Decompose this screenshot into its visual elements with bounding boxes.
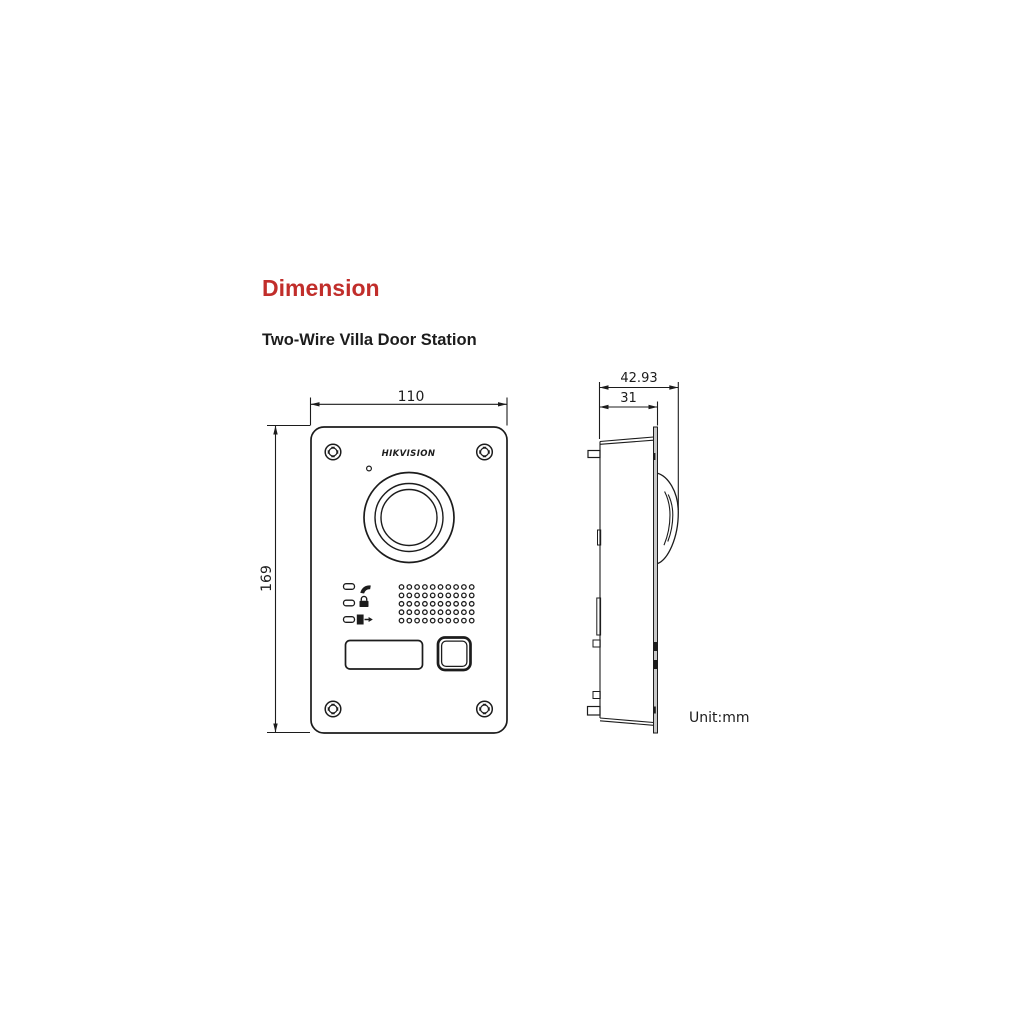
speaker-hole [399, 593, 404, 598]
side-camera-dome [658, 473, 679, 563]
side-overall-depth-label: 42.93 [620, 371, 658, 386]
door-open-indicator-icon [357, 615, 373, 625]
arrowhead-icon [669, 385, 678, 389]
camera-lens [364, 473, 454, 563]
screw-icon [477, 701, 493, 717]
extension-line [600, 382, 679, 510]
call-button-inner [442, 641, 467, 666]
camera-lens-middle-ring [375, 484, 443, 552]
speaker-hole [438, 585, 443, 590]
speaker-hole [430, 602, 435, 607]
plate-latch-mark [653, 660, 657, 669]
speaker-hole [454, 610, 459, 615]
speaker-hole [469, 618, 474, 623]
speaker-grille [399, 585, 474, 623]
speaker-hole [415, 618, 420, 623]
speaker-hole [462, 602, 467, 607]
speaker-hole [446, 610, 451, 615]
mounting-tab-top [588, 451, 600, 458]
speaker-hole [423, 593, 428, 598]
screw-icon [325, 444, 341, 460]
side-body-clip [593, 692, 600, 699]
mounting-tab-bottom [588, 707, 601, 716]
speaker-hole [399, 585, 404, 590]
arrowhead-icon [649, 405, 658, 409]
side-body-top-edge [600, 437, 654, 444]
speaker-hole [462, 610, 467, 615]
speaker-hole [462, 585, 467, 590]
side-view [588, 371, 679, 733]
arrowhead-icon [498, 402, 507, 406]
indicator-led [344, 584, 355, 590]
speaker-hole [415, 602, 420, 607]
speaker-hole [407, 602, 412, 607]
speaker-hole [423, 610, 428, 615]
speaker-hole [415, 593, 420, 598]
speaker-hole [438, 593, 443, 598]
speaker-hole [469, 610, 474, 615]
side-body-bottom-edge [600, 718, 654, 725]
speaker-hole [407, 585, 412, 590]
arrowhead-icon [273, 724, 277, 733]
speaker-hole [438, 610, 443, 615]
speaker-hole [446, 585, 451, 590]
speaker-hole [438, 618, 443, 623]
speaker-hole [407, 618, 412, 623]
section-title: Dimension [262, 275, 380, 301]
indicator-panel [344, 583, 373, 624]
speaker-hole [407, 593, 412, 598]
dome-outer-curve [658, 473, 679, 563]
call-button [438, 638, 471, 671]
front-view [259, 389, 507, 733]
screw-icon [477, 444, 493, 460]
brand-logo: HIKVISION [381, 449, 436, 459]
speaker-hole [399, 602, 404, 607]
speaker-hole [430, 610, 435, 615]
indicator-led [344, 600, 355, 606]
speaker-hole [446, 593, 451, 598]
plate-latch-mark [653, 707, 656, 714]
speaker-hole [399, 610, 404, 615]
product-subtitle: Two-Wire Villa Door Station [262, 331, 477, 349]
speaker-hole [430, 593, 435, 598]
lock-indicator-icon [360, 596, 369, 607]
speaker-hole [454, 593, 459, 598]
speaker-hole [430, 618, 435, 623]
arrowhead-icon [600, 385, 609, 389]
name-tag-plate [346, 641, 423, 670]
front-height-dimension-label: 169 [259, 565, 275, 592]
speaker-hole [469, 585, 474, 590]
speaker-hole [423, 618, 428, 623]
speaker-hole [446, 618, 451, 623]
side-face-plate [654, 427, 658, 733]
speaker-hole [415, 610, 420, 615]
camera-lens-inner-ring [381, 490, 437, 546]
side-body-detail [598, 530, 601, 545]
side-body-depth-label: 31 [620, 391, 637, 406]
unit-note: Unit:mm [689, 710, 750, 726]
side-body [588, 437, 654, 725]
side-face-plate-group [653, 427, 657, 733]
plate-latch-mark [653, 453, 655, 460]
speaker-hole [407, 610, 412, 615]
call-indicator-icon [359, 583, 373, 595]
mic-hole [367, 466, 372, 471]
speaker-hole [469, 602, 474, 607]
front-width-dimension [311, 389, 508, 426]
arrowhead-icon [311, 402, 320, 406]
arrowhead-icon [600, 405, 609, 409]
speaker-hole [462, 593, 467, 598]
speaker-hole [438, 602, 443, 607]
speaker-hole [415, 585, 420, 590]
arrowhead-icon [273, 426, 277, 435]
speaker-hole [462, 618, 467, 623]
front-height-dimension [259, 426, 310, 733]
front-width-dimension-label: 110 [397, 389, 425, 405]
speaker-hole [446, 602, 451, 607]
speaker-hole [423, 585, 428, 590]
indicator-led [344, 617, 355, 623]
speaker-hole [469, 593, 474, 598]
speaker-hole [454, 618, 459, 623]
side-body-depth-dimension [600, 391, 658, 426]
screw-icon [325, 701, 341, 717]
speaker-hole [430, 585, 435, 590]
speaker-hole [454, 585, 459, 590]
speaker-hole [454, 602, 459, 607]
side-body-clip [593, 640, 600, 647]
speaker-hole [399, 618, 404, 623]
speaker-hole [423, 602, 428, 607]
plate-latch-mark [653, 642, 657, 651]
camera-lens-outer-ring [364, 473, 454, 563]
